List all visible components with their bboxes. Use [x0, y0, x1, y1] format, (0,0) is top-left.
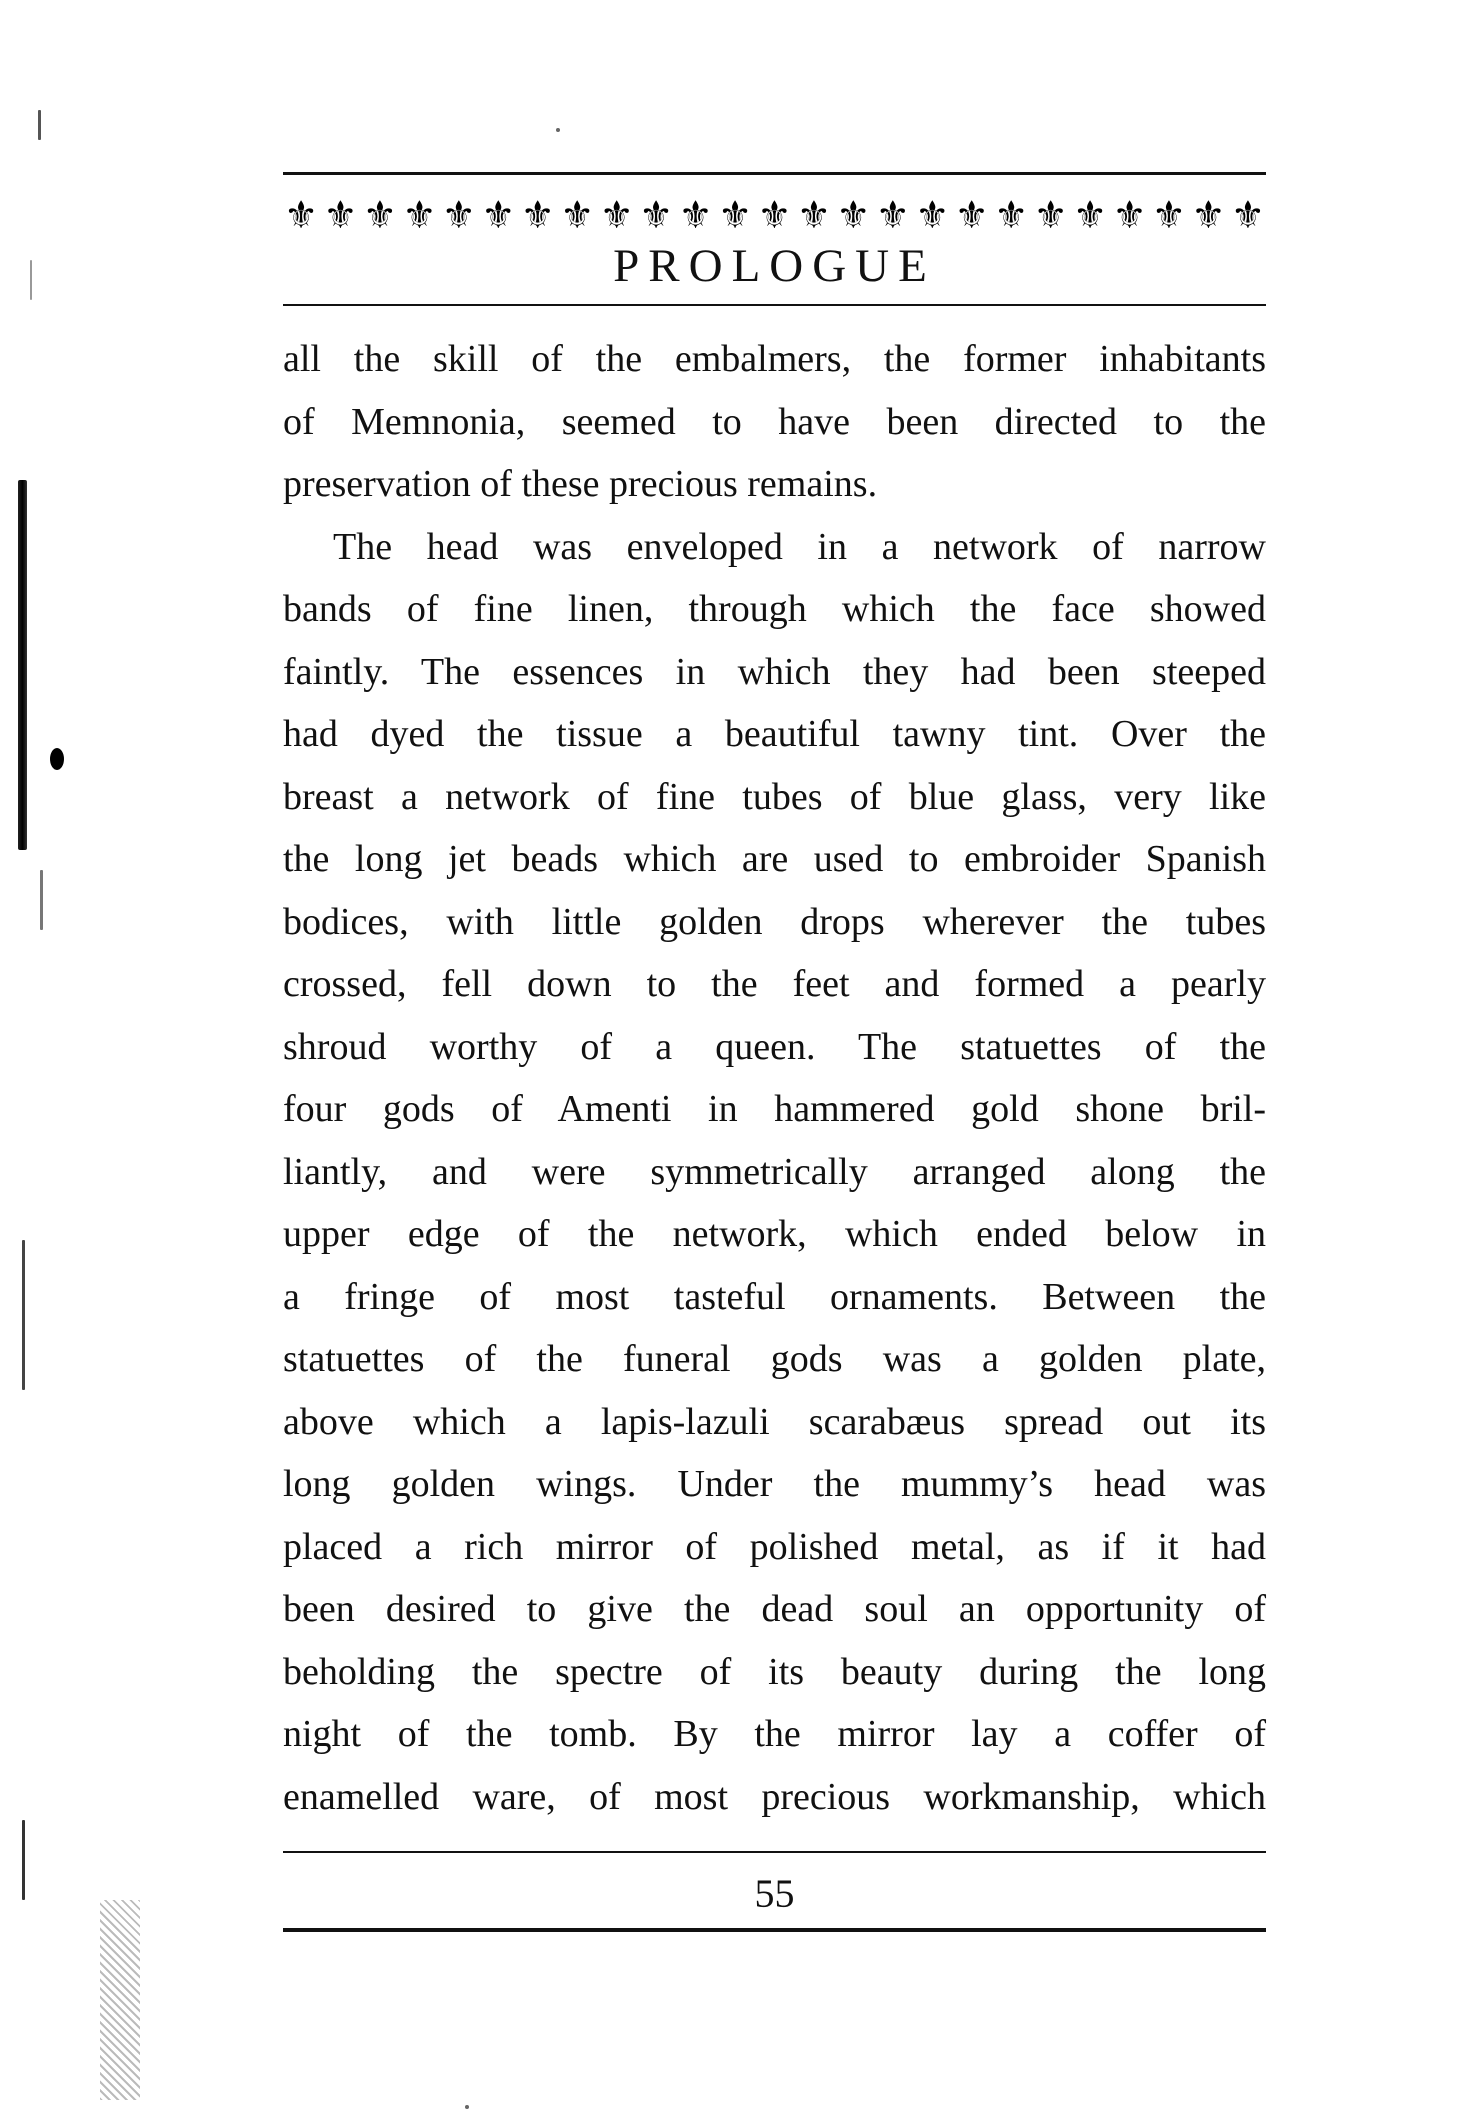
- fleuron-icon: ⚜: [1151, 193, 1186, 237]
- header-rule-bottom: [283, 304, 1266, 306]
- text-line: of Memnonia, seemed to have been directed to the: [283, 400, 1266, 443]
- fleuron-icon: ⚜: [717, 193, 753, 237]
- fleuron-icon: ⚜: [1073, 193, 1108, 237]
- text-line: shroud worthy of a queen. The statuettes of the: [283, 1025, 1266, 1068]
- fleuron-icon: ⚜: [915, 193, 950, 237]
- fleuron-border: [283, 190, 1266, 240]
- fleuron-icon: ⚜: [836, 193, 871, 237]
- body-text: [283, 328, 1266, 1828]
- fleuron-icon: ⚜: [796, 193, 831, 237]
- footer-rule-top: [283, 1851, 1266, 1853]
- binding-mark: [50, 748, 64, 770]
- text-line: night of the tomb. By the mirror lay a coffer of: [283, 1713, 1266, 1755]
- fleuron-icon: ⚜: [1230, 193, 1265, 237]
- page-number: 55: [754, 1871, 795, 1916]
- fleuron-icon: ⚜: [1033, 193, 1068, 237]
- footer-rule-bottom: [283, 1928, 1266, 1932]
- text-line: all the skill of the embalmers, the former inhabitants: [283, 338, 1266, 380]
- text-line: crossed, fell down to the feet and formed a pearly: [283, 963, 1266, 1005]
- fleuron-icon: ⚜: [283, 193, 319, 237]
- fleuron-icon: ⚜: [1191, 193, 1226, 237]
- fleuron-icon: ⚜: [362, 193, 397, 237]
- fleuron-icon: ⚜: [639, 193, 674, 237]
- text-line: upper edge of the network, which ended below in: [283, 1213, 1266, 1255]
- gutter-speckle: [40, 870, 43, 930]
- text-line: long golden wings. Under the mummy’s head was: [283, 1463, 1266, 1505]
- text-line: the long jet beads which are used to embroider Spanish: [283, 838, 1266, 880]
- fleuron-icon: ⚜: [323, 193, 358, 237]
- text-line: beholding the spectre of its beauty during the long: [283, 1650, 1266, 1693]
- fleuron-icon: ⚜: [560, 193, 595, 237]
- fleuron-icon: ⚜: [402, 193, 437, 237]
- fleuron-icon: ⚜: [481, 193, 516, 237]
- text-line: four gods of Amenti in hammered gold shone bril-: [283, 1088, 1266, 1130]
- fleuron-icon: ⚜: [599, 193, 634, 237]
- fleuron-icon: ⚜: [678, 193, 713, 237]
- text-line: breast a network of fine tubes of blue glass, very like: [283, 775, 1266, 818]
- text-line: been desired to give the dead soul an opportunity of: [283, 1588, 1266, 1630]
- fleuron-icon: ⚜: [994, 193, 1029, 237]
- fleuron-icon: ⚜: [954, 193, 989, 237]
- fleuron-icon: ⚜: [1112, 193, 1147, 237]
- text-line: The head was enveloped in a network of narrow: [333, 525, 1266, 568]
- text-line: statuettes of the funeral gods was a golden plate,: [283, 1338, 1266, 1380]
- binding-shadow: [18, 480, 27, 850]
- gutter-speckle: [22, 1240, 25, 1390]
- stray-mark: [465, 2105, 469, 2109]
- stray-mark: [556, 128, 560, 132]
- text-line: a fringe of most tasteful ornaments. Between the: [283, 1275, 1266, 1318]
- text-line: had dyed the tissue a beautiful tawny tint. Over the: [283, 713, 1266, 755]
- fleuron-icon: ⚜: [441, 193, 476, 237]
- gutter-speckle: [30, 260, 32, 300]
- header-rule-top: [283, 172, 1266, 175]
- text-line: liantly, and were symmetrically arranged along the: [283, 1150, 1266, 1193]
- gutter-speckle: [22, 1820, 25, 1900]
- gutter-speckle: [38, 110, 41, 140]
- running-head: PROLOGUE: [613, 240, 936, 292]
- text-line: preservation of these precious remains.: [283, 463, 878, 505]
- text-line: faintly. The essences in which they had been steeped: [283, 650, 1266, 693]
- gutter-speckle: [100, 1900, 140, 2100]
- fleuron-icon: ⚜: [520, 193, 555, 237]
- text-line: bands of fine linen, through which the face showed: [283, 588, 1266, 630]
- text-line: above which a lapis-lazuli scarabæus spread out its: [283, 1400, 1266, 1443]
- text-line: placed a rich mirror of polished metal, as if it had: [283, 1525, 1266, 1568]
- text-line: bodices, with little golden drops wherever the tubes: [283, 900, 1266, 943]
- fleuron-icon: ⚜: [757, 193, 792, 237]
- text-line: enamelled ware, of most precious workmanship, which: [283, 1775, 1266, 1818]
- fleuron-icon: ⚜: [875, 193, 910, 237]
